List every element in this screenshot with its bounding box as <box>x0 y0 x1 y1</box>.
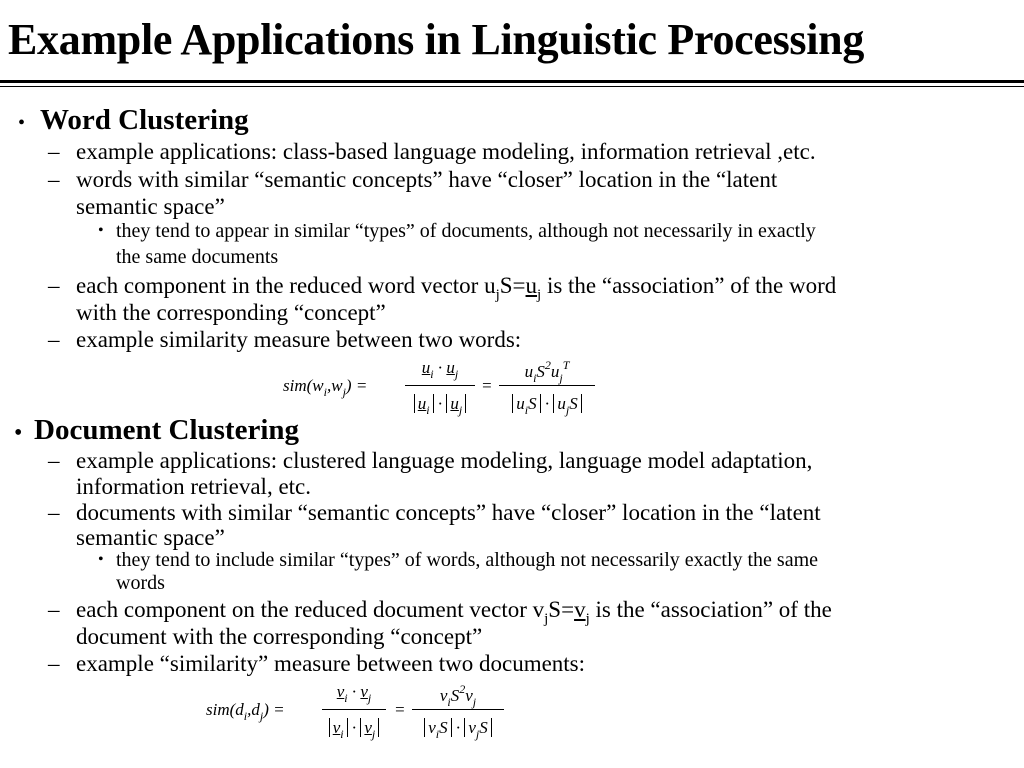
word-item-semantic-line1: words with similar “semantic concepts” have “closer” location in the “latent <box>76 167 778 192</box>
word-item-component-line2: with the corresponding “concept” <box>76 300 386 325</box>
word-item-semantic-line2: semantic space” <box>76 194 225 219</box>
slide-title: Example Applications in Linguistic Processing <box>8 15 865 64</box>
bullet-icon: • <box>98 551 104 568</box>
document-similarity-formula: $sim(d_i,d_j)$ = $v_i \cdot v_j$ $v_i \cdot v_j$ = $v_iS^2v_j$ $v_iS \cdot v_jS$ <box>206 680 516 750</box>
title-rule-thick <box>0 80 1024 83</box>
doc-subitem-line2: words <box>116 572 165 594</box>
bullet-icon: • <box>98 222 104 239</box>
word-item-component: each component in the reduced word vector $u_jS=u_j$ is the “association” of the word <box>76 273 837 303</box>
word-subitem-line2: the same documents <box>116 246 279 268</box>
word-item-similarity: example similarity measure between two words: <box>76 327 522 352</box>
dash-icon: – <box>48 327 60 352</box>
doc-item-component-line2: document with the corresponding “concept” <box>76 624 483 649</box>
word-item-applications: example applications: class-based language modeling, information retrieval ,etc. <box>76 139 816 164</box>
word-clustering-heading: Word Clustering <box>40 104 249 136</box>
bullet-icon: • <box>14 420 23 446</box>
bullet-icon: • <box>18 112 26 134</box>
dash-icon: – <box>48 448 60 473</box>
doc-item-similarity: example “similarity” measure between two documents: <box>76 651 586 676</box>
dash-icon: – <box>48 651 60 676</box>
word-similarity-formula: $sim(w_i,w_j)$ = $u_i \cdot u_j$ $u_i \cdot u_j$ = $u_iS^2u_j^T$ $u_iS \cdot u_jS$ <box>283 356 603 426</box>
doc-item-component: each component on the reduced document vector $v_jS=v_j$ is the “association” of the <box>76 597 832 627</box>
word-subitem-line1: they tend to appear in similar “types” of documents, although not necessarily in exactly <box>116 220 816 242</box>
dash-icon: – <box>48 597 60 622</box>
dash-icon: – <box>48 273 60 298</box>
title-rule-thin <box>0 86 1024 87</box>
doc-item-applications-line2: information retrieval, etc. <box>76 474 312 499</box>
doc-item-semantic-line1: documents with similar “semantic concepts” have “closer” location in the “latent <box>76 500 821 525</box>
doc-item-semantic-line2: semantic space” <box>76 525 225 550</box>
dash-icon: – <box>48 139 60 164</box>
dash-icon: – <box>48 500 60 525</box>
doc-item-applications-line1: example applications: clustered language modeling, language model adaptation, <box>76 448 813 473</box>
document-clustering-heading: Document Clustering <box>34 414 300 446</box>
dash-icon: – <box>48 167 60 192</box>
doc-subitem-line1: they tend to include similar “types” of words, although not necessarily exactly the same <box>116 549 819 571</box>
